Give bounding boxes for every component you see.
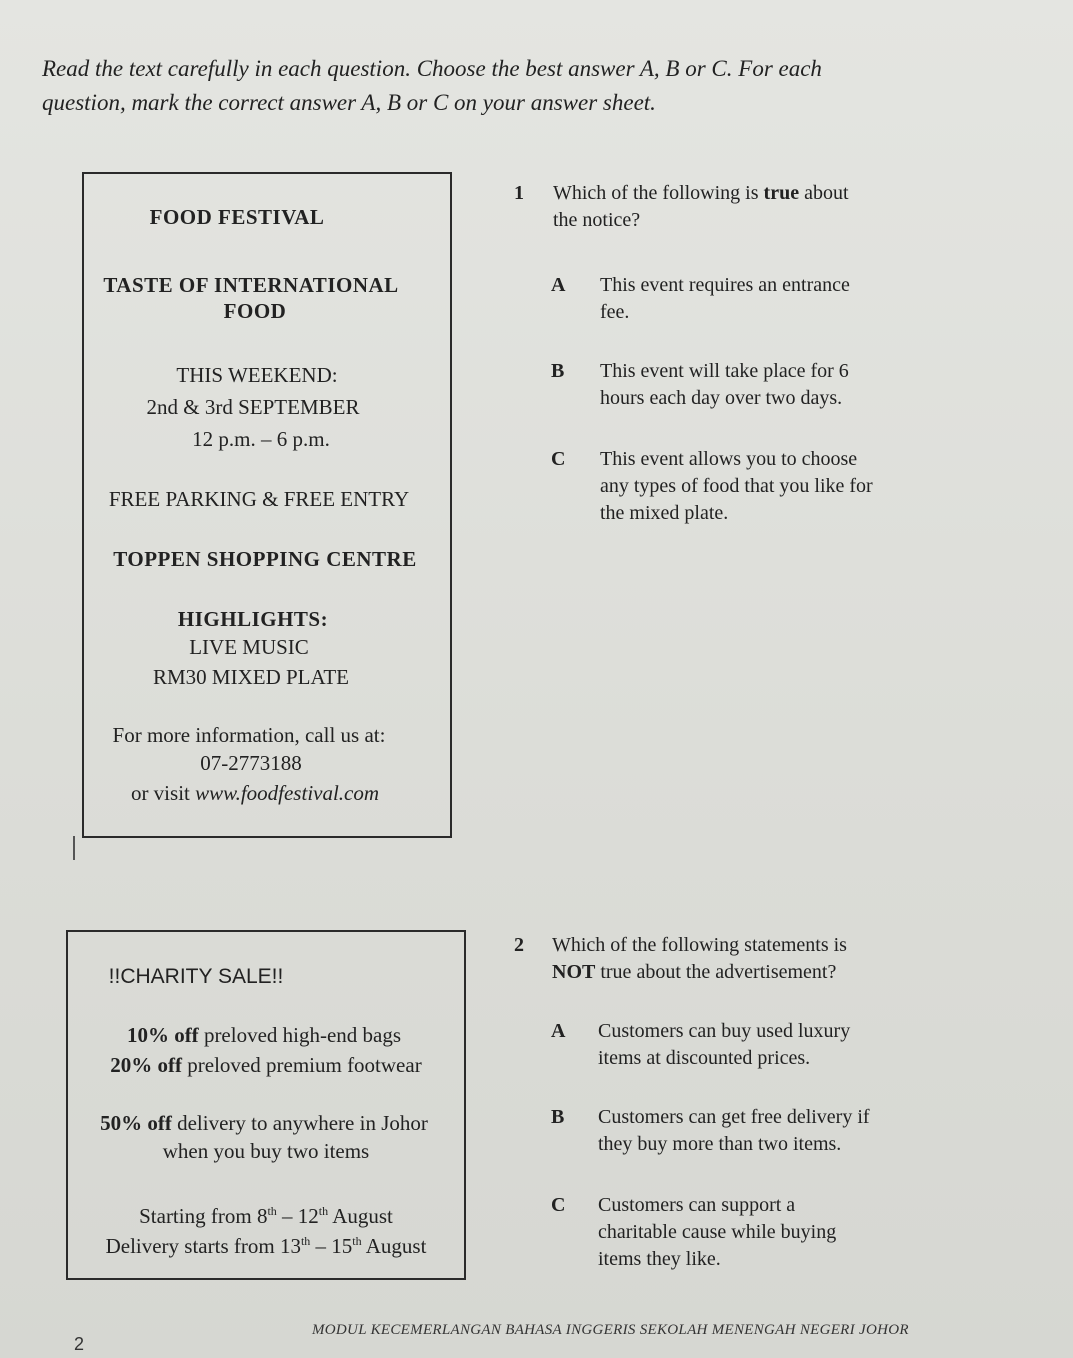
q2-option-b-line-2: they buy more than two items. <box>598 1133 842 1155</box>
notice-title: FOOD FESTIVAL <box>149 205 325 229</box>
charity-start-day-a-sup: th <box>267 1204 277 1218</box>
charity-start-suffix: August <box>328 1204 393 1228</box>
notice-website[interactable]: www.foodfestival.com <box>195 781 380 805</box>
question-2-number: 2 <box>514 934 524 956</box>
charity-start-day-a: 8 <box>256 1204 268 1228</box>
q1-option-c-line-2: any types of food that you like for <box>600 475 873 497</box>
charity-line-1-discount: 10% off <box>126 1023 199 1047</box>
notice-subtitle-1: TASTE OF INTERNATIONAL <box>103 273 399 297</box>
q1-option-b-letter[interactable]: B <box>551 360 565 382</box>
charity-line-4: when you buy two items <box>162 1139 370 1163</box>
charity-start-day-b-sup: th <box>318 1204 329 1218</box>
notice-highlight-1: LIVE MUSIC <box>189 635 309 659</box>
question-2-stem-part-2: true about the advertisement? <box>595 961 837 983</box>
q2-option-c[interactable] <box>598 1192 968 1273</box>
charity-delivery-day-a-sup: th <box>300 1234 311 1248</box>
q1-option-a-letter[interactable]: A <box>551 274 566 296</box>
q1-option-a-line-2: fee. <box>600 301 630 323</box>
q1-option-c-line-1: This event allows you to choose <box>600 448 858 470</box>
q2-option-a-letter[interactable]: A <box>551 1020 566 1042</box>
q1-option-c-letter[interactable]: C <box>551 448 566 470</box>
charity-title: !!CHARITY SALE!! <box>108 965 284 988</box>
q1-option-a-line-1: This event requires an entrance <box>600 274 850 296</box>
footer-module-title: MODUL KECEMERLANGAN BAHASA INGGERIS SEKOLAH MENENGAH NEGERI JOHOR <box>312 1322 909 1338</box>
notice-free-entry: FREE PARKING & FREE ENTRY <box>108 487 410 511</box>
question-1-stem-emphasis: true <box>763 182 800 204</box>
question-1-number: 1 <box>514 182 524 204</box>
notice-phone: 07-2773188 <box>200 751 302 775</box>
notice-info: For more information, call us at: <box>112 723 386 747</box>
notice-venue: TOPPEN SHOPPING CENTRE <box>113 547 417 571</box>
q2-option-c-line-3: items they like. <box>598 1248 721 1270</box>
charity-start-prefix: Starting from <box>139 1204 257 1228</box>
notice-when-label: THIS WEEKEND: <box>176 363 338 387</box>
charity-line-1-text: preloved high-end bags <box>198 1023 402 1047</box>
charity-start-day-b: 12 <box>297 1204 319 1228</box>
notice-highlights-label: HIGHLIGHTS: <box>177 607 329 631</box>
charity-line-3-text: delivery to anywhere in Johor <box>171 1111 428 1135</box>
q1-option-c-line-3: the mixed plate. <box>600 502 729 524</box>
notice-highlight-2: RM30 MIXED PLATE <box>152 665 349 689</box>
charity-delivery-day-b: 15 <box>331 1234 353 1258</box>
q2-option-a-line-1: Customers can buy used luxury <box>598 1020 851 1042</box>
q1-option-b-line-2: hours each day over two days. <box>600 387 843 409</box>
instructions-line-1: Read the text carefully in each question. Choose the best answer A, B or C. For each <box>42 56 822 81</box>
notice-subtitle-2: FOOD <box>223 299 287 323</box>
charity-line-2-text: preloved premium footwear <box>182 1053 422 1077</box>
charity-delivery-suffix: August <box>361 1234 427 1258</box>
q2-option-c-line-1: Customers can support a <box>598 1194 796 1216</box>
q2-option-c-letter[interactable]: C <box>551 1194 566 1216</box>
q2-option-b[interactable] <box>598 1104 978 1158</box>
charity-line-3-discount: 50% off <box>100 1111 172 1135</box>
charity-delivery-day-b-sup: th <box>352 1234 362 1248</box>
charity-delivery-dash: – <box>310 1234 332 1258</box>
charity-delivery-prefix: Delivery starts from <box>105 1234 280 1258</box>
question-2-stem-part-1: Which of the following statements is <box>552 934 847 956</box>
notice-dates: 2nd & 3rd SEPTEMBER <box>146 395 360 419</box>
notice-visit-prefix: or visit <box>130 781 196 805</box>
q2-option-c-line-2: charitable cause while buying <box>598 1221 837 1243</box>
charity-delivery-day-a: 13 <box>279 1234 301 1258</box>
q2-option-a[interactable] <box>598 1018 968 1072</box>
instructions-line-2: question, mark the correct answer A, B or C on your answer sheet. <box>42 90 656 115</box>
q2-option-b-letter[interactable]: B <box>551 1106 565 1128</box>
question-1-stem-part-3: the notice? <box>553 209 641 231</box>
question-2-stem-emphasis: NOT <box>552 961 596 983</box>
q2-option-a-line-2: items at discounted prices. <box>598 1047 811 1069</box>
page-number: 2 <box>74 1334 85 1354</box>
question-2-stem <box>552 932 972 986</box>
charity-line-2-discount: 20% off <box>110 1053 183 1077</box>
notice-time: 12 p.m. – 6 p.m. <box>192 427 330 451</box>
q1-option-b-line-1: This event will take place for 6 <box>600 360 849 382</box>
q2-option-b-line-1: Customers can get free delivery if <box>598 1106 870 1128</box>
question-1-stem-part-2: about <box>799 182 849 204</box>
charity-start-dash: – <box>276 1204 298 1228</box>
question-1-stem-part-1: Which of the following is <box>553 182 764 204</box>
